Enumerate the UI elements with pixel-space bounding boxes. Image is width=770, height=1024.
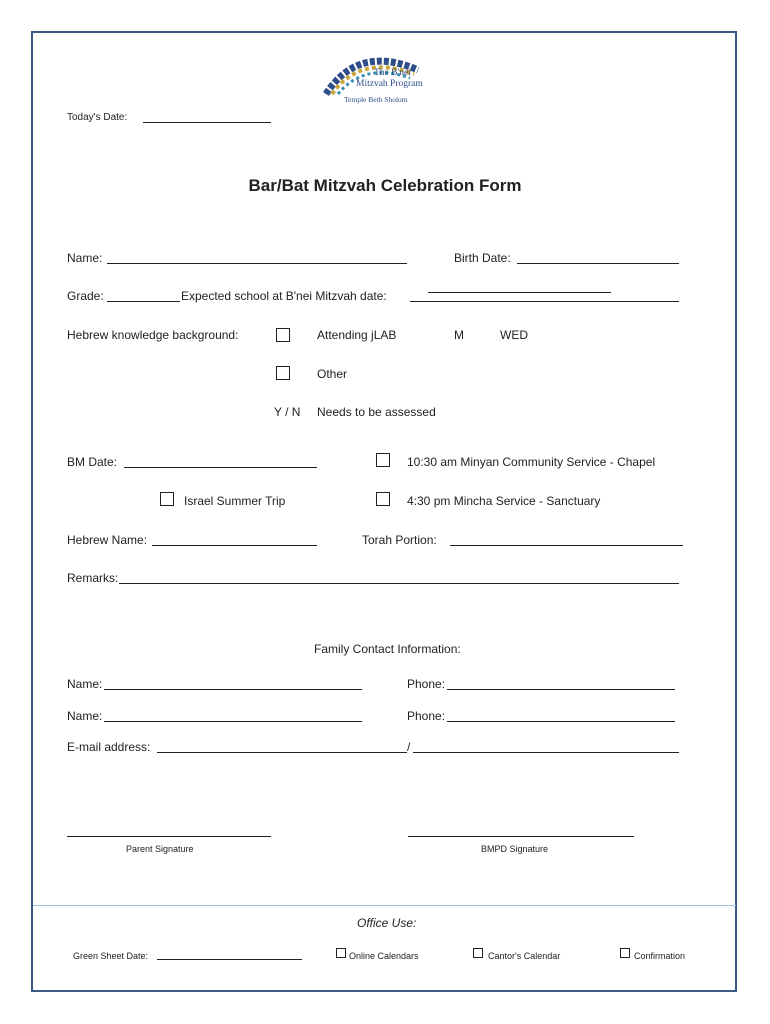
- email-label: E-mail address:: [67, 740, 151, 754]
- family-name-2-field[interactable]: [104, 721, 362, 722]
- online-calendars-checkbox[interactable]: [336, 948, 346, 958]
- green-sheet-date-field[interactable]: [157, 959, 302, 960]
- email-separator: /: [407, 740, 411, 754]
- minyan-service-label: 10:30 am Minyan Community Service - Chapel: [407, 455, 656, 469]
- jlab-wed-option[interactable]: WED: [500, 328, 528, 342]
- email-field-2[interactable]: [413, 752, 679, 753]
- confirmation-checkbox[interactable]: [620, 948, 630, 958]
- bm-date-label: BM Date:: [67, 455, 118, 469]
- remarks-field[interactable]: [119, 583, 679, 584]
- mincha-service-checkbox[interactable]: [376, 492, 390, 506]
- family-name-1-label: Name:: [67, 677, 103, 691]
- email-field-1[interactable]: [157, 752, 407, 753]
- todays-date-field[interactable]: [143, 122, 271, 123]
- confirmation-label: Confirmation: [634, 951, 686, 961]
- grade-label: Grade:: [67, 289, 104, 303]
- birth-date-label: Birth Date:: [454, 251, 511, 265]
- cantors-calendar-label: Cantor's Calendar: [488, 951, 561, 961]
- hebrew-name-field[interactable]: [152, 545, 317, 546]
- office-use-heading: Office Use:: [357, 916, 417, 930]
- program-logo: [318, 50, 436, 112]
- other-checkbox[interactable]: [276, 366, 290, 380]
- bmpd-signature-label: BMPD Signature: [481, 844, 549, 854]
- logo-line-3: Temple Beth Sholom: [344, 95, 408, 104]
- student-name-field[interactable]: [107, 263, 407, 264]
- family-contact-heading: Family Contact Information:: [314, 642, 461, 656]
- expected-school-field-overline: [428, 292, 611, 293]
- logo-line-1: The B'nei: [374, 68, 411, 78]
- bm-date-field[interactable]: [124, 467, 317, 468]
- parent-signature-label: Parent Signature: [126, 844, 194, 854]
- todays-date-label: Today's Date:: [67, 112, 128, 123]
- mincha-service-label: 4:30 pm Mincha Service - Sanctuary: [407, 494, 601, 508]
- green-sheet-date-label: Green Sheet Date:: [73, 951, 149, 961]
- expected-school-field[interactable]: [410, 301, 679, 302]
- student-name-label: Name:: [67, 251, 103, 265]
- bmpd-signature-field[interactable]: [408, 836, 634, 837]
- torah-portion-label: Torah Portion:: [362, 533, 437, 547]
- hebrew-background-label: Hebrew knowledge background:: [67, 328, 239, 342]
- israel-trip-label: Israel Summer Trip: [184, 494, 286, 508]
- parent-signature-field[interactable]: [67, 836, 271, 837]
- family-phone-1-field[interactable]: [447, 689, 675, 690]
- family-phone-1-label: Phone:: [407, 677, 446, 691]
- attending-jlab-checkbox[interactable]: [276, 328, 290, 342]
- hebrew-name-label: Hebrew Name:: [67, 533, 148, 547]
- jlab-m-option[interactable]: M: [454, 328, 464, 342]
- grade-field[interactable]: [107, 301, 180, 302]
- family-phone-2-label: Phone:: [407, 709, 446, 723]
- needs-assessed-label: Needs to be assessed: [317, 405, 436, 419]
- online-calendars-label: Online Calendars: [349, 951, 419, 961]
- family-name-1-field[interactable]: [104, 689, 362, 690]
- family-phone-2-field[interactable]: [447, 721, 675, 722]
- form-title: Bar/Bat Mitzvah Celebration Form: [248, 176, 522, 195]
- birth-date-field[interactable]: [517, 263, 679, 264]
- torah-portion-field[interactable]: [450, 545, 683, 546]
- remarks-label: Remarks:: [67, 571, 119, 585]
- family-name-2-label: Name:: [67, 709, 103, 723]
- yes-no-option[interactable]: Y / N: [274, 405, 301, 419]
- office-use-divider: [33, 905, 736, 906]
- attending-jlab-label: Attending jLAB: [317, 328, 397, 342]
- other-label: Other: [317, 367, 348, 381]
- logo-line-2: Mitzvah Program: [356, 79, 423, 89]
- minyan-service-checkbox[interactable]: [376, 453, 390, 467]
- israel-trip-checkbox[interactable]: [160, 492, 174, 506]
- expected-school-label: Expected school at B'nei Mitzvah date:: [181, 289, 387, 303]
- cantors-calendar-checkbox[interactable]: [473, 948, 483, 958]
